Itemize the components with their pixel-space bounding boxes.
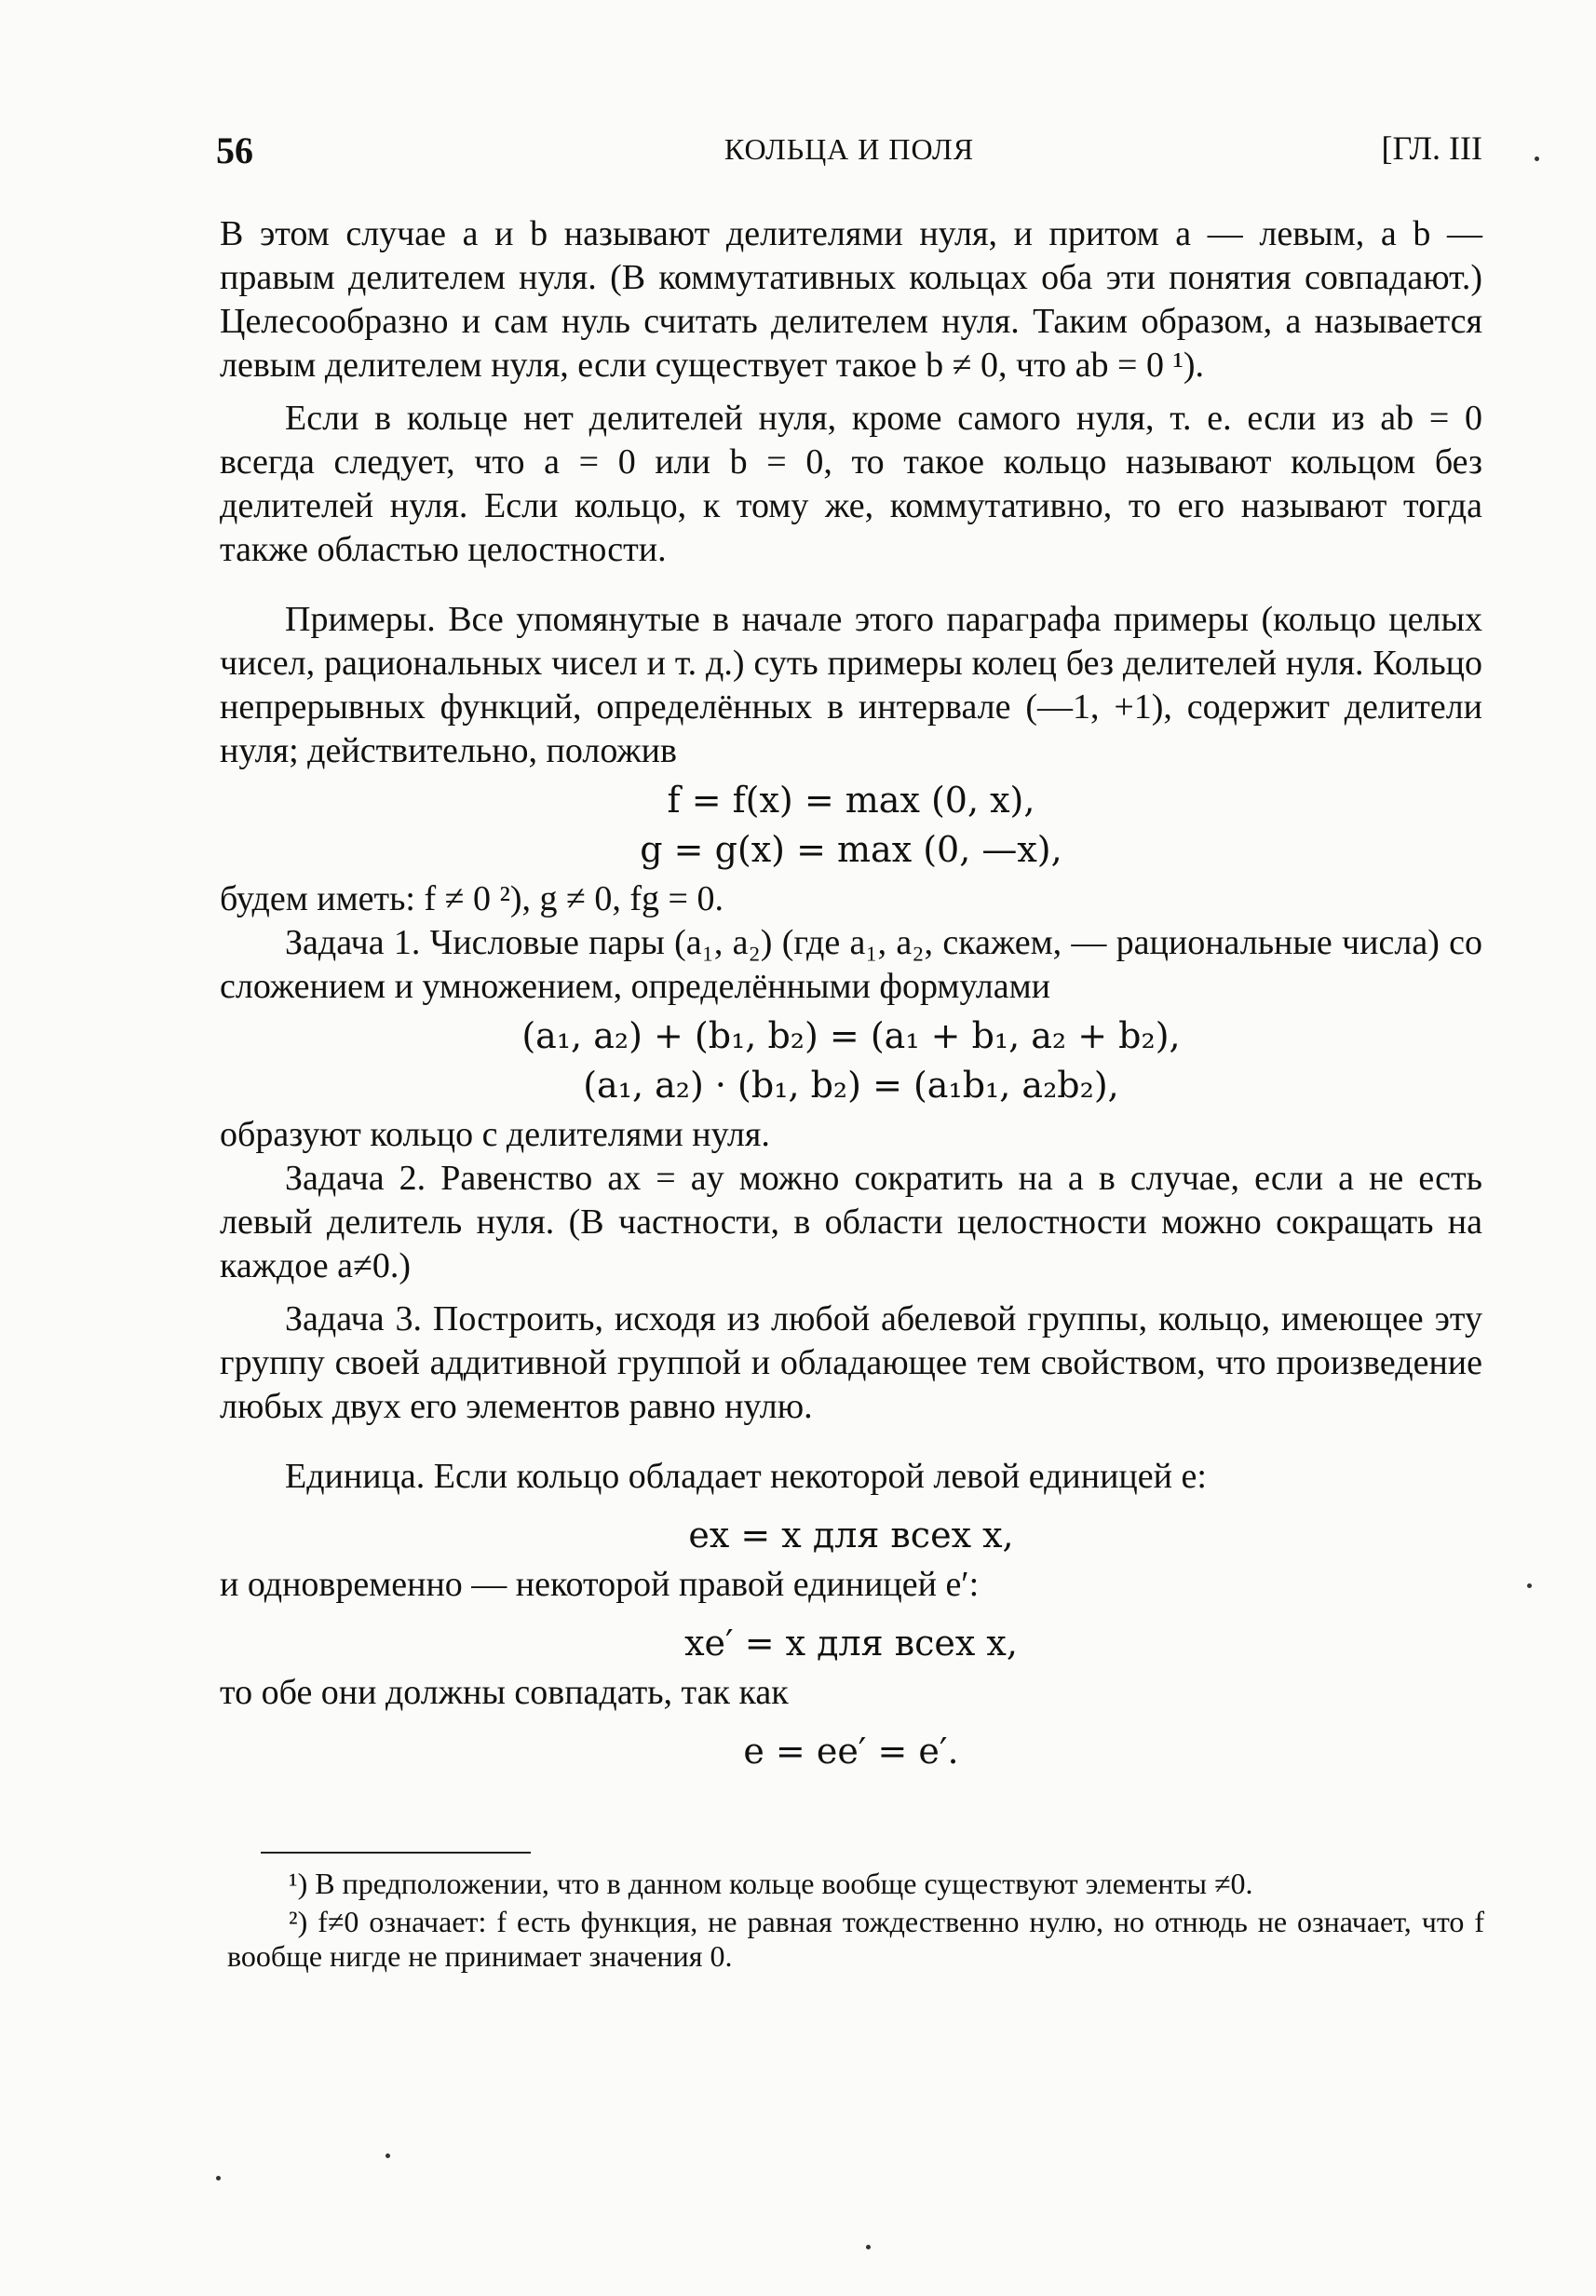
paragraph-conclusion: будем иметь: f ≠ 0 ²), g ≠ 0, fg = 0.	[220, 879, 724, 918]
formula-right-unity: xe′ = x для всех x,	[684, 1623, 1018, 1664]
paragraph-right-unity: и одновременно — некоторой правой единицей e′:	[220, 1565, 980, 1604]
scan-speck	[385, 2153, 390, 2158]
running-header	[216, 129, 1482, 175]
paragraph-problem-3: Задача 3. Построить, исходя из любой абелевой группы, кольцо, имеющее эту группу своей аддитивной группой и обладающее тем свойством, что произведение любых двух его элементов равно нулю.	[220, 1299, 1482, 1426]
paragraph-examples: Примеры. Все упомянутые в начале этого параграфа примеры (кольцо целых чисел, рациональных чисел и т. д.) суть примеры колец без делителей нуля. Кольцо непрерывных функций, определённых в интервале (—1, +1), содержит делители нуля; действительно, положив	[220, 600, 1482, 770]
footnotes	[227, 1867, 1484, 1977]
footnote-1: ¹) В предположении, что в данном кольце вообще существуют элементы ≠0.	[289, 1867, 1253, 1900]
scan-speck	[216, 2176, 221, 2181]
footnote-divider	[261, 1852, 531, 1854]
footnote-2: ²) f≠0 означает: f есть функция, не равная тождественно нулю, но отнюдь не означает, что f вообще нигде не принимает значения 0.	[227, 1905, 1484, 1973]
scan-speck	[1527, 1583, 1532, 1588]
page-number: 56	[216, 129, 253, 171]
scan-speck	[1535, 156, 1539, 161]
formula-unity-equality: e = ee′ = e′.	[743, 1731, 959, 1772]
paragraph-coincide: то обе они должны совпадать, так как	[220, 1673, 789, 1712]
paragraph-unity: Единица. Если кольцо обладает некоторой левой единицей e:	[285, 1457, 1207, 1496]
formula-f-definition: f = f(x) = max (0, x),	[667, 780, 1035, 821]
paragraph-problem-1-conclusion: образуют кольцо с делителями нуля.	[220, 1115, 770, 1154]
formula-pair-addition: (a₁, a₂) + (b₁, b₂) = (a₁ + b₁, a₂ + b₂),	[521, 1015, 1181, 1056]
paragraph-ring-without-zero-divisors: Если в кольце нет делителей нуля, кроме самого нуля, т. е. если из ab = 0 всегда следует, что a = 0 или b = 0, то такое кольцо называют кольцом без делителей нуля. Если кольцо, к тому же, коммутативно, то его называют тогда также областью целостности.	[220, 399, 1482, 569]
formula-g-definition: g = g(x) = max (0, —x),	[640, 829, 1062, 870]
chapter-reference: [ГЛ. III	[1381, 129, 1482, 167]
paragraph-problem-2: Задача 2. Равенство ax = ay можно сократить на a в случае, если a не есть левый делитель нуля. (В частности, в области целостности можно сокращать на каждое a≠0.)	[220, 1159, 1482, 1285]
scan-speck	[866, 2245, 871, 2249]
paragraph-problem-1: Задача 1. Числовые пары (a₁, a₂) (где a₁, a₂, скажем, — рациональные числа) со сложением и умножением, определёнными формулами	[220, 923, 1482, 1006]
formula-pair-multiplication: (a₁, a₂) · (b₁, b₂) = (a₁b₁, a₂b₂),	[583, 1065, 1119, 1106]
paragraph-zero-divisors-definition: В этом случае a и b называют делителями нуля, и притом a — левым, a b — правым делителем нуля. (В коммутативных кольцах оба эти понятия совпадают.) Целесообразно и сам нуль считать делителем нуля. Таким образом, a называется левым делителем нуля, если существует такое b ≠ 0, что ab = 0 ¹).	[220, 214, 1482, 385]
formula-left-unity: ex = x для всех x,	[688, 1515, 1014, 1556]
running-title: КОЛЬЦА И ПОЛЯ	[724, 132, 975, 166]
main-text	[220, 212, 1482, 1779]
